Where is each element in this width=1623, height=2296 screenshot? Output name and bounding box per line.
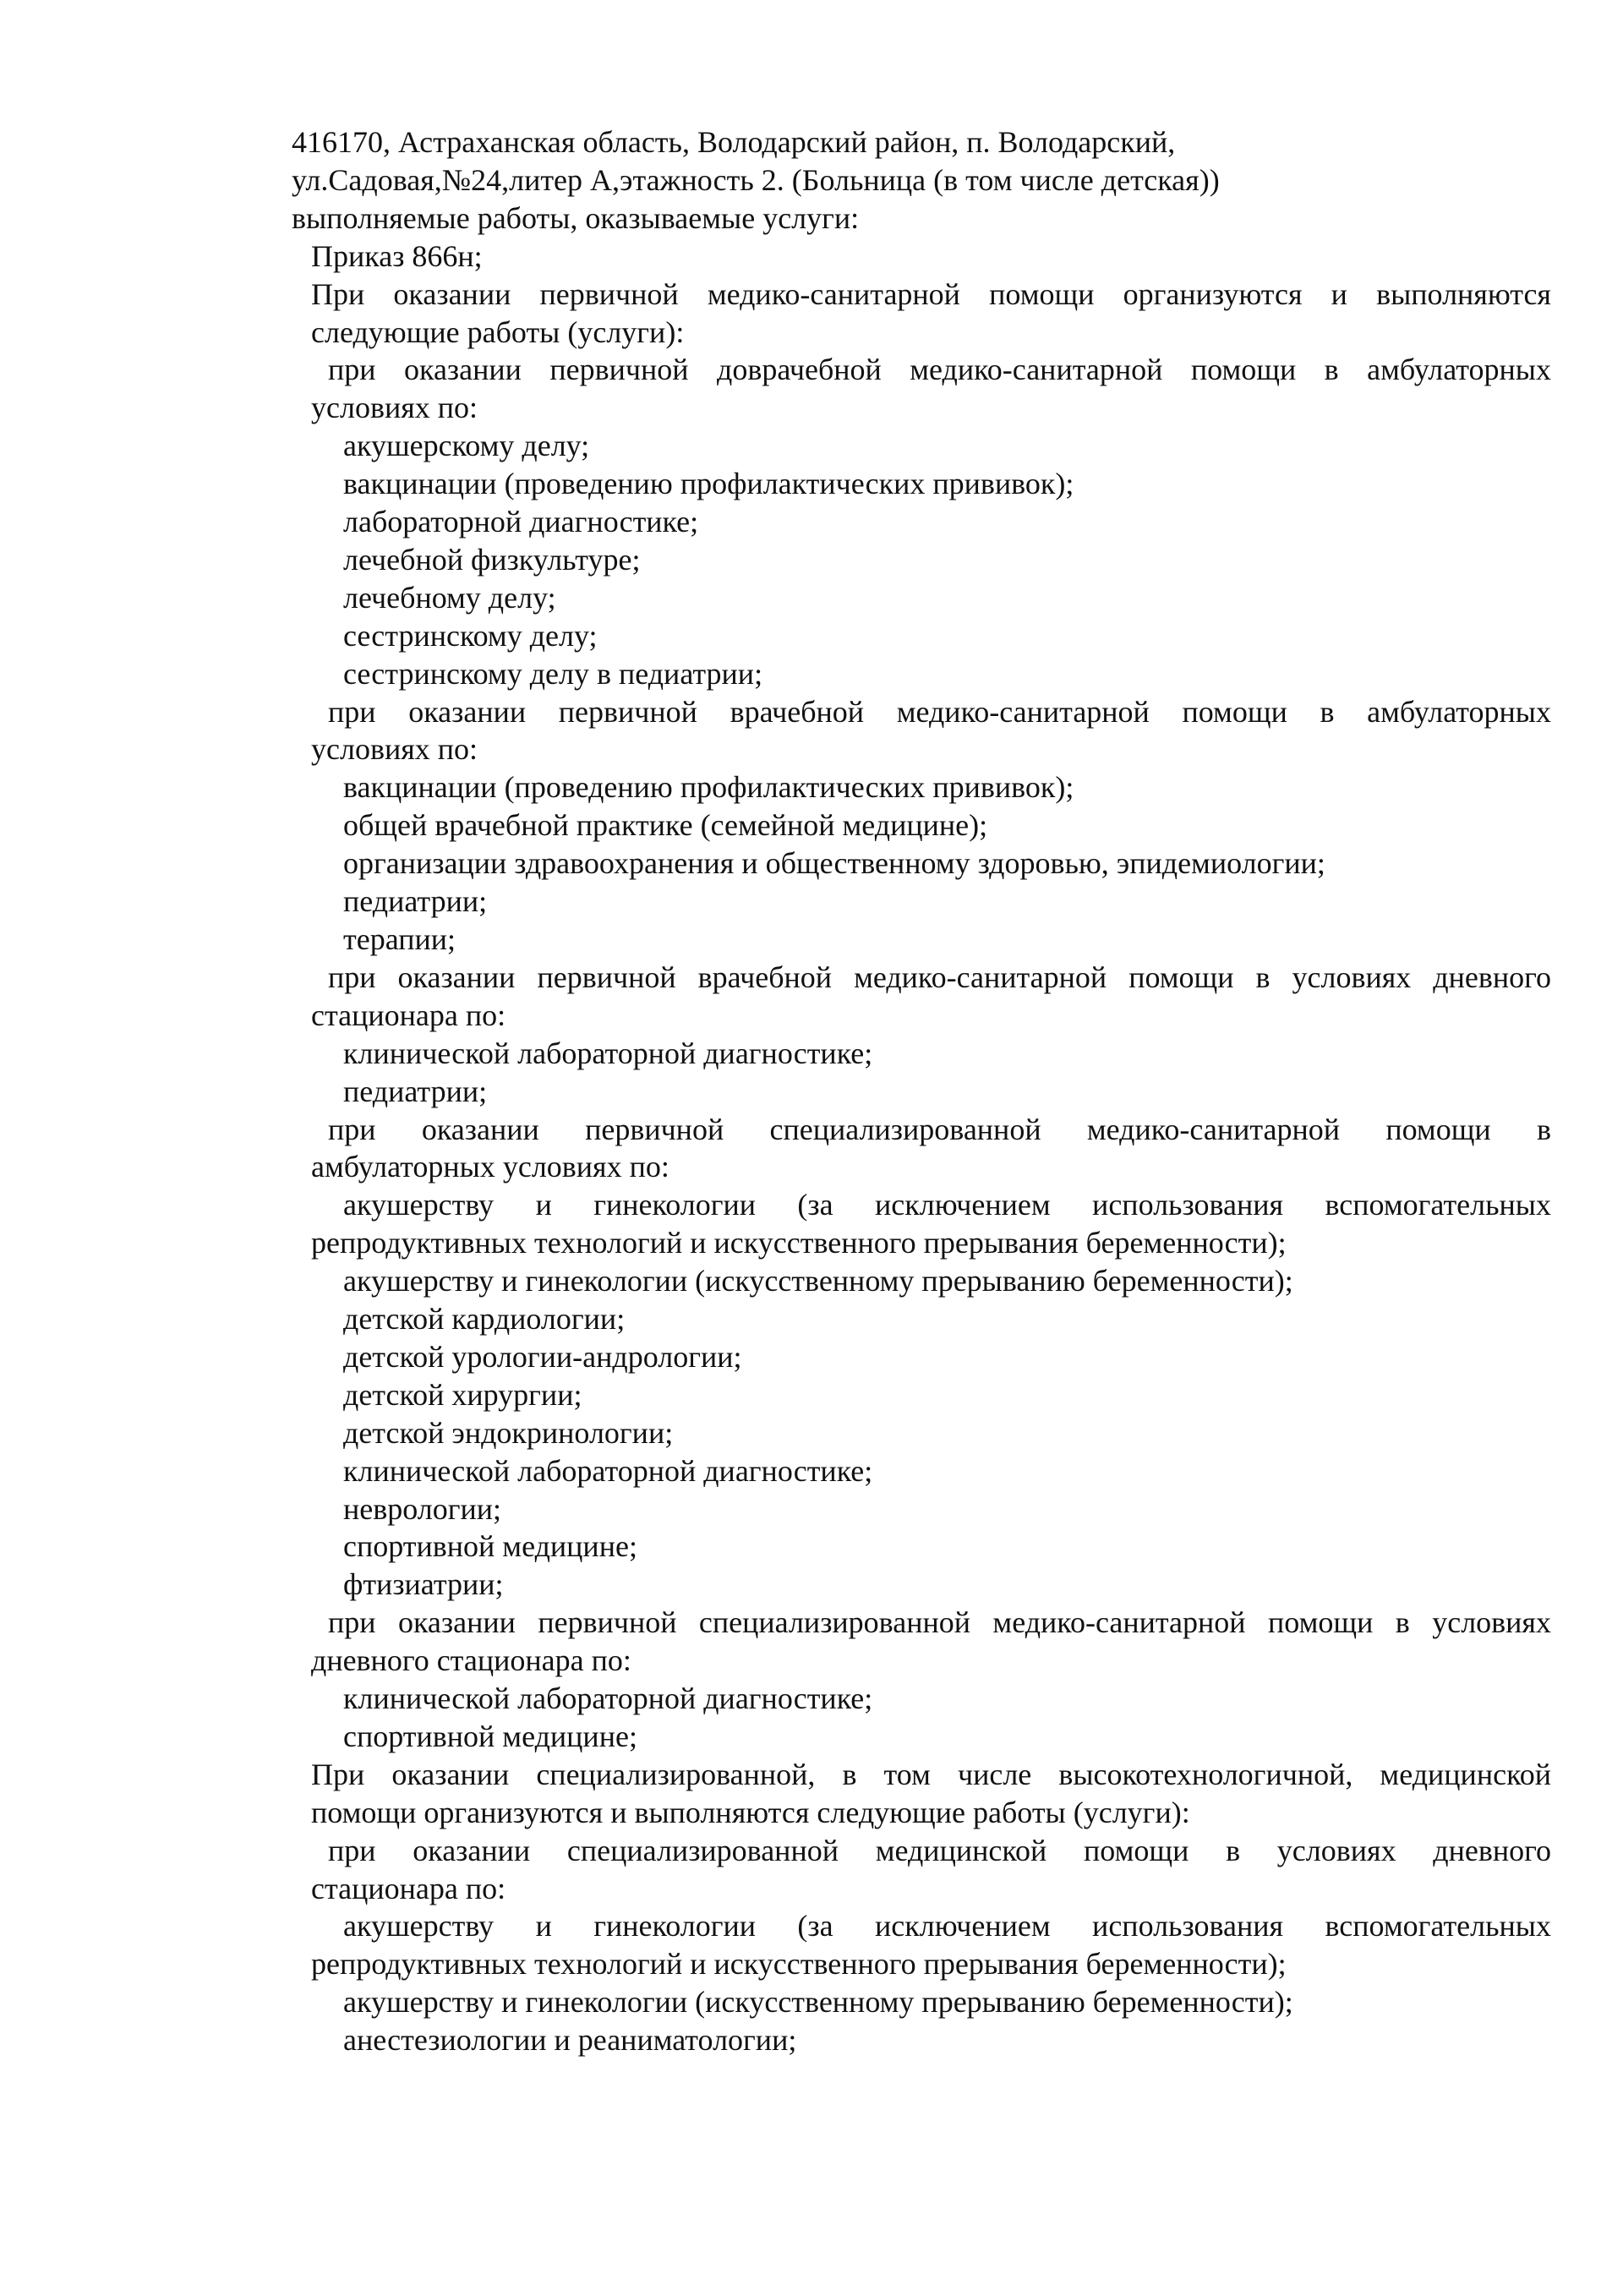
text-line: акушерству и гинекологии (за исключением использования вспомогательных [343,1909,1551,1943]
text-line: при оказании первичной специализированной медико-санитарной помощи в [328,1112,1551,1146]
paragraph [311,351,1551,427]
text-line: детской хирургии; [343,1377,582,1412]
list-item [311,1035,1551,1073]
text-line: выполняемые работы, оказываемые услуги: [292,200,860,235]
text-line: педиатрии; [343,884,488,919]
text-line: акушерству и гинекологии (искусственному прерыванию беременности); [343,1264,1293,1298]
text-line: условиях по: [311,391,478,425]
list-item [311,1907,1551,1983]
paragraph [311,276,1551,352]
text-line: сестринскому делу в педиатрии; [343,656,763,691]
list-item [311,1528,1551,1566]
text-line: дневного стационара по: [311,1643,631,1678]
text-line: клинической лабораторной диагностике; [343,1036,873,1070]
paragraph [311,959,1551,1035]
document-body [292,123,1551,2059]
text-line: репродуктивных технологий и искусственного прерывания беременности); [311,1226,1287,1260]
list-item [311,503,1551,541]
header-line [292,123,1551,161]
header-line [292,200,1551,238]
list-item [311,1300,1551,1338]
list-item [311,1073,1551,1111]
paragraph [311,1111,1551,1187]
text-line: при оказании первичной врачебной медико-санитарной помощи в амбулаторных [328,694,1551,729]
list-item [311,768,1551,806]
text-line: при оказании первичной специализированной медико-санитарной помощи в условиях [328,1605,1551,1640]
list-item [311,465,1551,503]
list-item [311,1414,1551,1452]
list-item [311,1983,1551,2021]
text-line: анестезиологии и реаниматологии; [343,2023,797,2058]
text-line: клинической лабораторной диагностике; [343,1453,873,1488]
text-line: детской урологии-андрологии; [343,1339,742,1374]
text-line: при оказании первичной врачебной медико-санитарной помощи в условиях дневного [328,959,1551,994]
list-item [311,579,1551,617]
text-line: акушерству и гинекологии (за исключением использования вспомогательных [343,1188,1551,1222]
list-item [311,883,1551,921]
list-item [311,1680,1551,1718]
list-item [311,1338,1551,1376]
text-line: репродуктивных технологий и искусственного прерывания беременности); [311,1947,1287,1982]
list-item [311,427,1551,465]
list-item [311,1376,1551,1414]
text-line: общей врачебной практике (семейной медицине); [343,808,988,843]
text-line: акушерскому делу; [343,429,590,463]
list-item [311,617,1551,655]
list-item [311,1490,1551,1528]
paragraph [311,238,1551,276]
text-line: лабораторной диагностике; [343,505,699,539]
text-line: При оказании первичной медико-санитарной помощи организуются и выполняются [311,276,1551,311]
text-line: 416170, Астраханская область, Володарский район, п. Володарский, [292,125,1176,159]
list-item [311,845,1551,883]
text-line: организации здравоохранения и общественному здоровью, эпидемиологии; [343,846,1325,881]
list-item [311,1452,1551,1490]
text-line: стационара по: [311,998,506,1032]
text-line: лечебной физкультуре; [343,542,641,577]
text-line: при оказании специализированной медицинской помощи в условиях дневного [328,1833,1551,1867]
text-line: ул.Садовая,№24,литер А,этажность 2. (Больница (в том числе детская)) [292,162,1220,197]
text-line: педиатрии; [343,1074,488,1108]
list-item [311,1718,1551,1756]
text-line: вакцинации (проведению профилактических прививок); [343,770,1074,805]
paragraph [311,1756,1551,1832]
text-line: лечебному делу; [343,580,556,615]
text-line: Приказ 866н; [311,238,483,273]
list-item [311,1566,1551,1604]
list-item [311,541,1551,579]
list-item [311,921,1551,959]
text-line: спортивной медицине; [343,1719,637,1753]
list-item [311,806,1551,845]
text-line: вакцинации (проведению профилактических прививок); [343,467,1074,501]
text-line: детской кардиологии; [343,1302,626,1336]
text-line: При оказании специализированной, в том числе высокотехнологичной, медицинской [311,1757,1551,1791]
text-line: стационара по: [311,1871,506,1905]
text-line: клинической лабораторной диагностике; [343,1681,873,1716]
text-line: акушерству и гинекологии (искусственному прерыванию беременности); [343,1985,1293,2020]
list-item [311,1262,1551,1300]
text-line: при оказании первичной доврачебной медико-санитарной помощи в амбулаторных [328,353,1551,387]
paragraph [311,1832,1551,1908]
text-line: помощи организуются и выполняются следующие работы (услуги): [311,1795,1190,1829]
text-line: детской эндокринологии; [343,1415,674,1450]
list-item [311,1186,1551,1262]
paragraph [311,693,1551,769]
text-line: амбулаторных условиях по: [311,1150,669,1184]
text-line: терапии; [343,921,456,956]
text-line: условиях по: [311,732,478,767]
text-line: сестринскому делу; [343,618,598,653]
paragraph [311,1604,1551,1680]
header-line [292,161,1551,200]
list-item [311,655,1551,693]
text-line: неврологии; [343,1491,502,1526]
text-line: спортивной медицине; [343,1529,637,1564]
text-line: фтизиатрии; [343,1567,504,1602]
list-item [311,2021,1551,2059]
text-line: следующие работы (услуги): [311,314,685,349]
